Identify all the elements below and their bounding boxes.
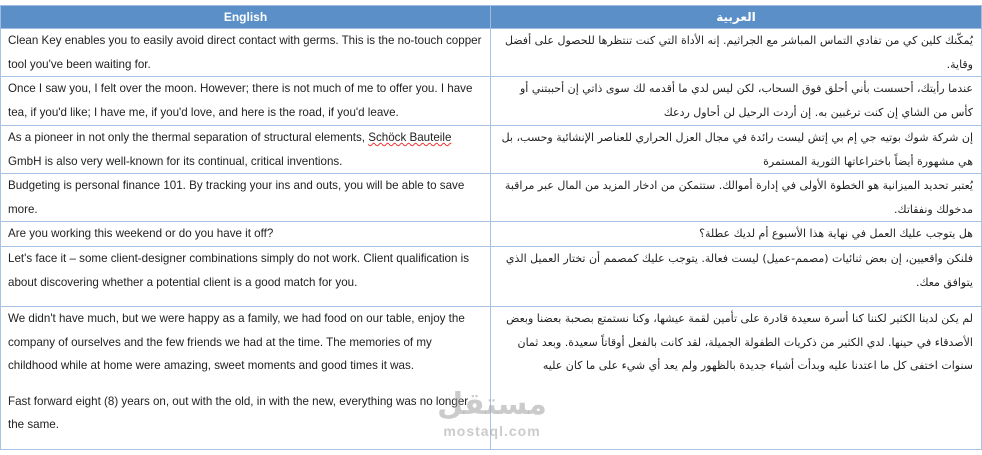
english-text: Budgeting is personal finance 101. By tracking your ins and outs, you will be able to save more. bbox=[8, 179, 465, 216]
table-header-row bbox=[1, 6, 982, 29]
table-row bbox=[1, 247, 982, 307]
arabic-text: إن شركة شوك بوتيه جي إم بي إتش ليست رائدة في مجال العزل الحراري للعناصر الإنشائية وحسب، بل هي مشهورة أيضاً باختراعاتها الثورية المستمرة bbox=[501, 131, 973, 168]
arabic-text: فلنكن واقعيين، إن بعض ثنائيات (مصمم-عميل) ليست فعالة. يتوجب عليك كمصمم أن تختار العميل الذي يتوافق معك. bbox=[505, 252, 973, 289]
english-text: Fast forward eight (8) years on, out with the old, in with the new, everything was no longer the same. bbox=[8, 394, 469, 431]
english-cell bbox=[1, 29, 491, 77]
english-cell bbox=[1, 126, 491, 174]
spellcheck-underlined-text: Schöck Bauteile bbox=[368, 131, 452, 144]
english-text: We didn't have much, but we were happy as a family, we had food on our table, enjoy the company of ourselves and the few friends we had at the time. The memories of my childhood while at home were amazing, sweet moments and good times it was. bbox=[8, 312, 465, 372]
arabic-text: عندما رأيتك، أحسست بأني أحلق فوق السحاب، لكن ليس لدي ما أقدمه لك سوى ذاتي إن أحببتني أو كأس من الشاي إن كنت ترغبين به. إن أردت الرحيل لن أحاول ردعك bbox=[519, 82, 973, 119]
english-cell bbox=[1, 307, 491, 450]
table-row bbox=[1, 307, 982, 450]
arabic-cell bbox=[491, 29, 982, 77]
arabic-text: هل يتوجب عليك العمل في نهاية هذا الأسبوع أم لديك عطلة؟ bbox=[699, 227, 973, 240]
table-row bbox=[1, 126, 982, 174]
arabic-text: لم يكن لدينا الكثير لكننا كنا أسرة سعيدة قادرة على تأمين لقمة عيشها، وكنا نستمتع بصحبة بعضنا وبعض الأصدقاء في حينها. لدي الكثير من ذكريات الطفولة الجميلة، لقد كانت بالفعل أوقاتاً سعيدة. وبعد ثمان سنوات اختفى كل ما اعتدنا عليه وبدأت أشياء جديدة بالظهور ولم يعد أي شيء على ما كان عليه bbox=[506, 312, 973, 372]
arabic-cell bbox=[491, 247, 982, 307]
english-cell bbox=[1, 247, 491, 307]
english-cell bbox=[1, 222, 491, 247]
english-text: Let's face it – some client-designer combinations simply do not work. Client qualification is about discovering whether a potential client is a good match for you. bbox=[8, 252, 470, 289]
table-row bbox=[1, 29, 982, 77]
translation-table bbox=[0, 5, 982, 450]
arabic-cell bbox=[491, 126, 982, 174]
english-column-header: English bbox=[1, 6, 491, 29]
english-text: Clean Key enables you to easily avoid direct contact with germs. This is the no-touch copper tool you've been waiting for. bbox=[8, 34, 482, 71]
arabic-cell bbox=[491, 222, 982, 247]
arabic-cell bbox=[491, 77, 982, 126]
english-cell bbox=[1, 174, 491, 222]
english-cell bbox=[1, 77, 491, 126]
watermark-latin-text: mostaql.com bbox=[443, 423, 541, 439]
table-row bbox=[1, 77, 982, 126]
arabic-cell bbox=[491, 307, 982, 450]
table-row bbox=[1, 174, 982, 222]
english-text: As a pioneer in not only the thermal separation of structural elements, Schöck Bauteile GmbH is also very well-known for its continual, critical inventions. bbox=[8, 131, 452, 168]
table-row bbox=[1, 222, 982, 247]
english-text: Once I saw you, I felt over the moon. However; there is not much of me to offer you. I have tea, if you'd like; I have me, if you'd love, and here is the road, if you'd leave. bbox=[8, 82, 473, 119]
arabic-text: يُمكّنك كلين كي من تفادي التماس المباشر مع الجراثيم. إنه الأداة التي كنت تنتظرها للحصول على أفضل وقاية. bbox=[504, 34, 973, 71]
arabic-cell bbox=[491, 174, 982, 222]
arabic-text: يُعتبر تحديد الميزانية هو الخطوة الأولى في إدارة أموالك. ستتمكن من ادخار المزيد من المال عبر مراقبة مدخولك ونفقاتك. bbox=[504, 179, 973, 216]
watermark-arabic-text: مستقل bbox=[437, 387, 547, 422]
arabic-column-header: العربية bbox=[491, 6, 982, 29]
english-text: Are you working this weekend or do you have it off? bbox=[8, 227, 274, 240]
